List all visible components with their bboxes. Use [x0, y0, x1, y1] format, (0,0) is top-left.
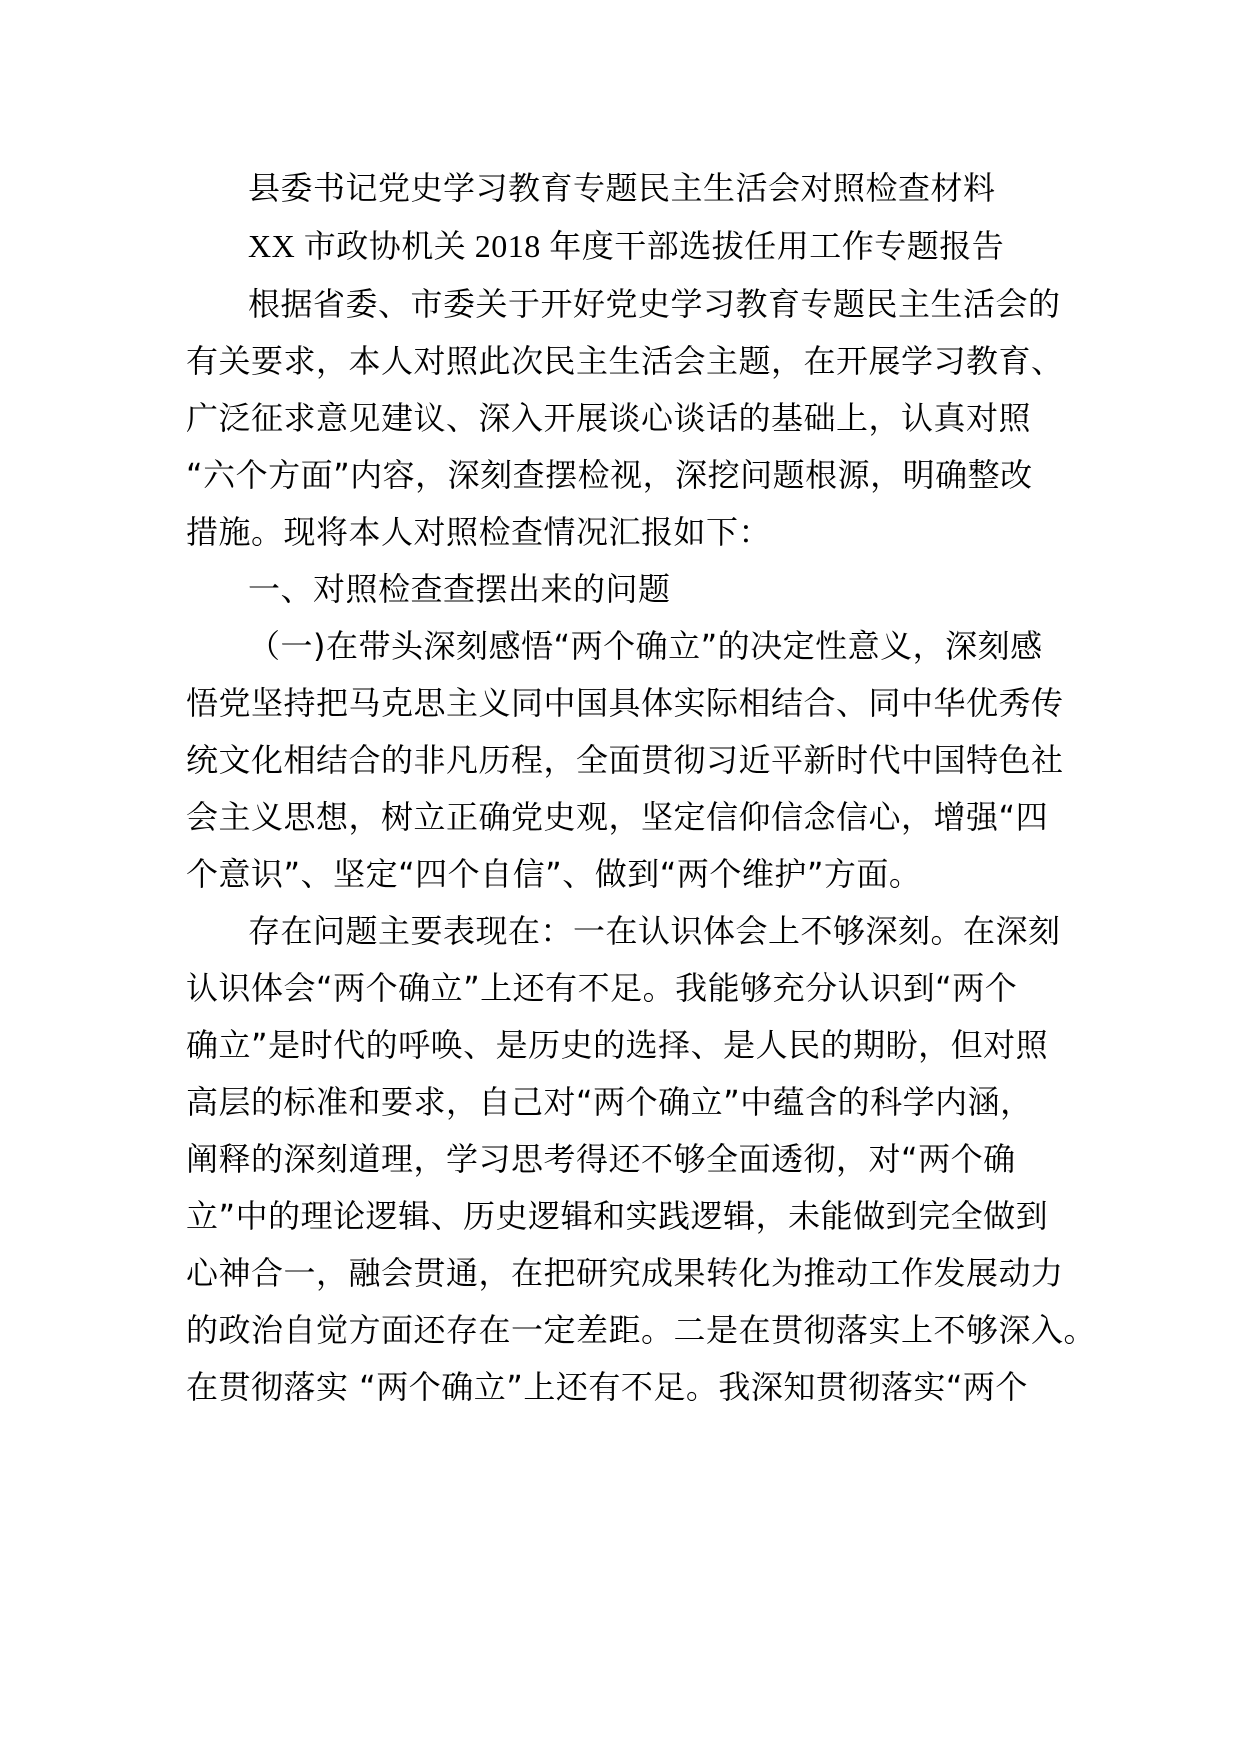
- paragraph-line: “六个方面”内容，深刻查摆检视，深挖问题根源，明确整改: [186, 456, 1033, 494]
- section-heading: 一、对照检查查摆出来的问题: [248, 570, 671, 608]
- paragraph-line: 确立”是时代的呼唤、是历史的选择、是人民的期盼，但对照: [186, 1026, 1049, 1064]
- paragraph-line: 心神合一，融会贯通，在把研究成果转化为推动工作发展动力: [186, 1254, 1064, 1292]
- paragraph-line: 有关要求，本人对照此次民主生活会主题，在开展学习教育、: [186, 342, 1064, 380]
- paragraph-line: 会主义思想，树立正确党史观，坚定信仰信念信心，增强“四: [186, 798, 1049, 836]
- paragraph-line: 悟党坚持把马克思主义同中国具体实际相结合、同中华优秀传: [186, 684, 1064, 722]
- document-title: 县委书记党史学习教育专题民主生活会对照检查材料: [248, 169, 996, 207]
- paragraph-line: 个意识”、坚定“四个自信”、做到“两个维护”方面。: [186, 855, 922, 893]
- paragraph-line: 高层的标准和要求，自己对“两个确立”中蕴含的科学内涵，: [186, 1083, 1033, 1121]
- paragraph-line: 根据省委、市委关于开好党史学习教育专题民主生活会的: [248, 285, 1061, 323]
- paragraph-line: 存在问题主要表现在：一在认识体会上不够深刻。在深刻: [248, 912, 1061, 950]
- paragraph-line: 认识体会“两个确立”上还有不足。我能够充分认识到“两个: [186, 969, 1018, 1007]
- paragraph-line: 广泛征求意见建议、深入开展谈心谈话的基础上，认真对照: [186, 399, 1032, 437]
- paragraph-line: 阐释的深刻道理，学习思考得还不够全面透彻，对“两个确: [186, 1140, 1016, 1178]
- paragraph-line: 在贯彻落实 “两个确立”上还有不足。我深知贯彻落实“两个: [186, 1368, 1028, 1406]
- paragraph-line: 措施。现将本人对照检查情况汇报如下：: [186, 513, 772, 551]
- subsection-heading: （一)在带头深刻感悟“两个确立”的决定性意义，深刻感: [248, 627, 1043, 665]
- paragraph-line: 立”中的理论逻辑、历史逻辑和实践逻辑，未能做到完全做到: [186, 1197, 1049, 1235]
- paragraph-line: 统文化相结合的非凡历程，全面贯彻习近平新时代中国特色社: [186, 741, 1064, 779]
- paragraph-line: 的政治自觉方面还存在一定差距。二是在贯彻落实上不够深入。: [186, 1311, 1097, 1349]
- document-subtitle: XX 市政协机关 2018 年度干部选拔任用工作专题报告: [248, 228, 1005, 264]
